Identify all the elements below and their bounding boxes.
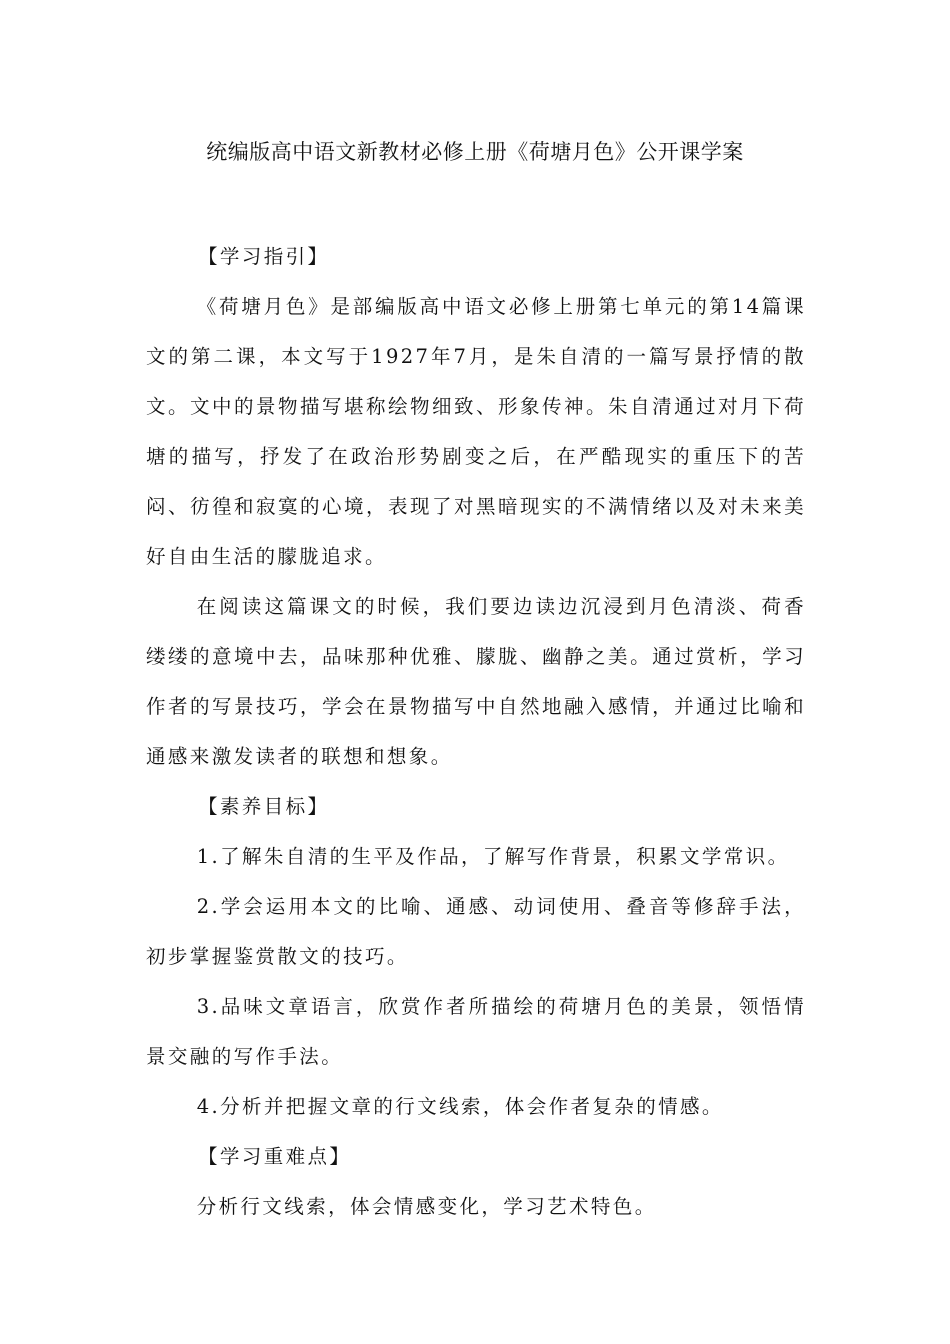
document-title: 统编版高中语文新教材必修上册《荷塘月色》公开课学案 (206, 140, 744, 164)
section-heading-key-points: 【学习重难点】 (198, 1145, 352, 1168)
goal-item-4: 4.分析并把握文章的行文线索，体会作者复杂的情感。 (196, 1095, 724, 1118)
document-body (146, 232, 806, 1232)
guide-paragraph-1: 《荷塘月色》是部编版高中语文必修上册第七单元的第14篇课文的第二课，本文写于1927年7月，是朱自清的一篇写景抒情的散文。文中的景物描写堪称绘物细致、形象传神。朱自清通过对月下荷塘的描写，抒发了在政治形势剧变之后，在严酷现实的重压下的苦闷、彷徨和寂寞的心境，表现了对黑暗现实的不满情绪以及对未来美好自由生活的朦胧追求。 (146, 295, 806, 568)
goal-item-3: 3.品味文章语言，欣赏作者所描绘的荷塘月色的美景，领悟情景交融的写作手法。 (146, 995, 806, 1068)
section-heading-guide: 【学习指引】 (198, 245, 330, 268)
guide-paragraph-2: 在阅读这篇课文的时候，我们要边读边沉浸到月色清淡、荷香缕缕的意境中去，品味那种优雅、朦胧、幽静之美。通过赏析，学习作者的写景技巧，学会在景物描写中自然地融入感情，并通过比喻和通感来激发读者的联想和想象。 (146, 595, 806, 768)
key-points-text: 分析行文线索，体会情感变化，学习艺术特色。 (196, 1195, 657, 1218)
goal-item-2: 2.学会运用本文的比喻、通感、动词使用、叠音等修辞手法，初步掌握鉴赏散文的技巧。 (146, 895, 806, 968)
section-heading-goals: 【素养目标】 (198, 795, 330, 818)
goal-item-1: 1.了解朱自清的生平及作品，了解写作背景，积累文学常识。 (196, 845, 790, 868)
